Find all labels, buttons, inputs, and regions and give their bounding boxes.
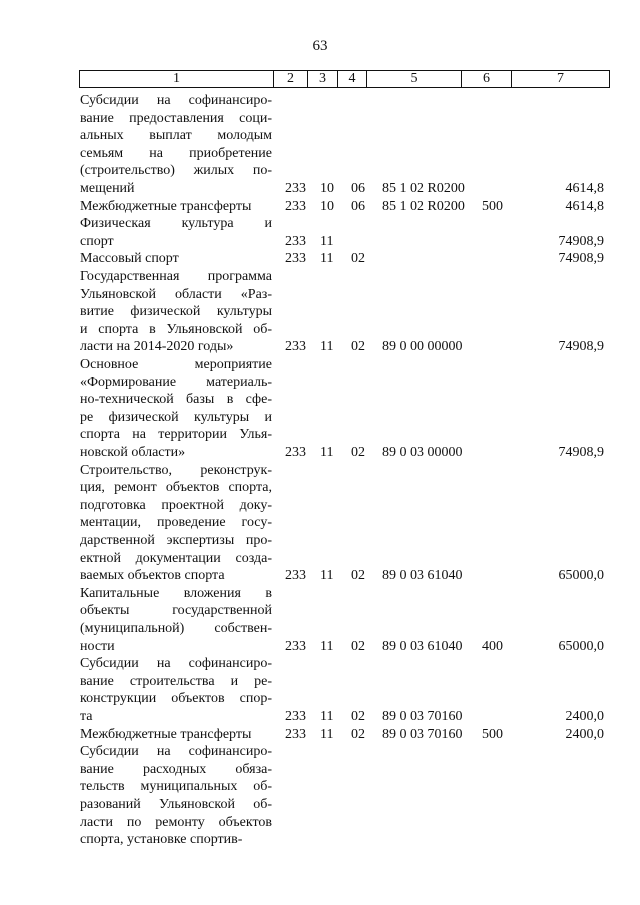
description-line: конструкции объектов спор-: [80, 691, 272, 707]
row-description: [80, 215, 272, 250]
cell-col-5: 89 0 03 61040: [382, 568, 463, 584]
cell-col-6: 400: [482, 638, 503, 654]
description-line: ектной документации созда-: [80, 550, 272, 566]
header-col-5: 5: [367, 71, 462, 87]
description-line: Субсидии на софинансиро-: [80, 656, 272, 672]
cell-col-7: 4614,8: [565, 181, 604, 196]
cell-col-7: 65000,0: [558, 638, 604, 654]
cell-col-2: 233: [285, 198, 306, 214]
cell-col-3: 10: [320, 181, 334, 196]
description-line: ваемых объектов спорта: [80, 568, 225, 584]
description-line: Субсидии на софинансиро-: [80, 744, 272, 760]
cell-col-3: 11: [320, 233, 334, 249]
cell-col-2: 233: [285, 251, 306, 267]
description-line: витие физической культуры: [80, 304, 272, 320]
description-line: Межбюджетные трансферты: [80, 198, 252, 214]
description-line: но-технической базы в сфе-: [80, 392, 272, 408]
cell-col-7: 2400,0: [565, 708, 604, 724]
cell-col-4: 02: [351, 339, 365, 355]
cell-col-5: 89 0 03 70160: [382, 708, 463, 724]
description-line: Строительство, реконструк-: [80, 462, 272, 478]
cell-col-7: 74908,9: [558, 233, 604, 249]
cell-col-4: 02: [351, 445, 365, 460]
description-line: вание расходных обяза-: [80, 761, 272, 777]
cell-col-6: 500: [482, 198, 503, 214]
cell-col-5: 89 0 03 00000: [382, 445, 463, 460]
description-line: ре физической культуры и: [80, 409, 272, 425]
cell-col-5: 85 1 02 R0200: [382, 198, 465, 214]
cell-col-5: 89 0 00 00000: [382, 339, 463, 355]
row-description: [80, 655, 272, 725]
description-line: «Формирование материаль-: [80, 374, 272, 390]
description-line: Массовый спорт: [80, 251, 179, 267]
description-line: Физическая культура и: [80, 216, 272, 232]
description-line: мещений: [80, 180, 135, 196]
description-line: спорта, установке спортив-: [80, 832, 243, 848]
cell-col-2: 233: [285, 638, 306, 654]
cell-col-3: 11: [320, 251, 334, 267]
row-description: [80, 462, 272, 585]
description-line: вание строительства и ре-: [80, 673, 272, 689]
description-line: разований Ульяновской об-: [80, 796, 272, 812]
description-line: тельств муниципальных об-: [80, 779, 272, 795]
cell-col-3: 11: [320, 726, 334, 742]
description-line: ция, ремонт объектов спорта,: [80, 480, 272, 496]
cell-col-3: 11: [320, 638, 334, 654]
description-line: спорта на территории Улья-: [80, 427, 272, 443]
cell-col-3: 11: [320, 339, 334, 355]
cell-col-7: 2400,0: [565, 726, 604, 742]
cell-col-5: 85 1 02 R0200: [382, 181, 465, 196]
cell-col-7: 74908,9: [558, 339, 604, 355]
cell-col-4: 02: [351, 726, 365, 742]
description-line: Ульяновской области «Раз-: [80, 286, 272, 302]
description-line: Основное мероприятие: [80, 357, 272, 372]
cell-col-2: 233: [285, 445, 306, 460]
description-line: объекты государственной: [80, 603, 272, 619]
row-description: [80, 268, 272, 356]
page-number: 63: [312, 38, 328, 54]
cell-col-2: 233: [285, 568, 306, 584]
cell-col-2: 233: [285, 726, 306, 742]
cell-col-4: 02: [351, 708, 365, 724]
row-description: [80, 585, 272, 655]
description-line: семьям на приобретение: [80, 145, 272, 161]
cell-col-4: 06: [351, 181, 365, 196]
description-line: новской области»: [80, 444, 186, 460]
cell-col-3: 11: [320, 445, 334, 460]
description-line: и спорта в Ульяновской об-: [80, 321, 272, 337]
cell-col-3: 11: [320, 708, 334, 724]
cell-col-3: 10: [320, 198, 334, 214]
cell-col-5: 89 0 03 70160: [382, 726, 463, 742]
header-col-2: 2: [274, 71, 308, 87]
row-description: [80, 198, 272, 216]
description-line: (муниципальной) собствен-: [80, 620, 272, 636]
description-line: дарственной экспертизы про-: [80, 532, 272, 548]
header-col-1: 1: [80, 71, 274, 87]
cell-col-7: 4614,8: [565, 198, 604, 214]
description-line: (строительство) жилых по-: [80, 163, 272, 179]
cell-col-5: 89 0 03 61040: [382, 638, 463, 654]
header-col-4: 4: [338, 71, 367, 87]
row-description: [80, 250, 272, 268]
description-line: та: [80, 708, 93, 724]
cell-col-2: 233: [285, 708, 306, 724]
cell-col-2: 233: [285, 339, 306, 355]
header-col-3: 3: [308, 71, 338, 87]
cell-col-4: 02: [351, 568, 365, 584]
row-description: [80, 92, 272, 198]
cell-col-3: 11: [320, 568, 334, 584]
description-line: вание предоставления соци-: [80, 110, 272, 126]
header-col-6: 6: [462, 71, 512, 87]
description-line: альных выплат молодым: [80, 128, 272, 144]
description-line: ласти по ремонту объектов: [80, 814, 272, 830]
cell-col-2: 233: [285, 181, 306, 196]
description-line: спорт: [80, 233, 114, 249]
cell-col-6: 500: [482, 726, 503, 742]
row-description: [80, 726, 272, 744]
description-line: подготовка проектной доку-: [80, 497, 272, 513]
row-description: [80, 356, 272, 462]
description-line: Государственная программа: [80, 269, 272, 284]
description-line: Капитальные вложения в: [80, 585, 272, 601]
cell-col-7: 74908,9: [558, 445, 604, 460]
description-line: Субсидии на софинансиро-: [80, 93, 272, 108]
row-description: [80, 743, 272, 849]
cell-col-7: 65000,0: [558, 568, 604, 584]
description-line: ности: [80, 638, 115, 654]
cell-col-2: 233: [285, 233, 306, 249]
description-line: Межбюджетные трансферты: [80, 726, 252, 742]
cell-col-7: 74908,9: [558, 251, 604, 267]
cell-col-4: 06: [351, 198, 365, 214]
cell-col-4: 02: [351, 251, 365, 267]
table-header: [79, 70, 610, 88]
cell-col-4: 02: [351, 638, 365, 654]
description-line: ментации, проведение госу-: [80, 515, 272, 531]
description-line: ласти на 2014-2020 годы»: [80, 339, 234, 355]
header-col-7: 7: [557, 71, 564, 86]
